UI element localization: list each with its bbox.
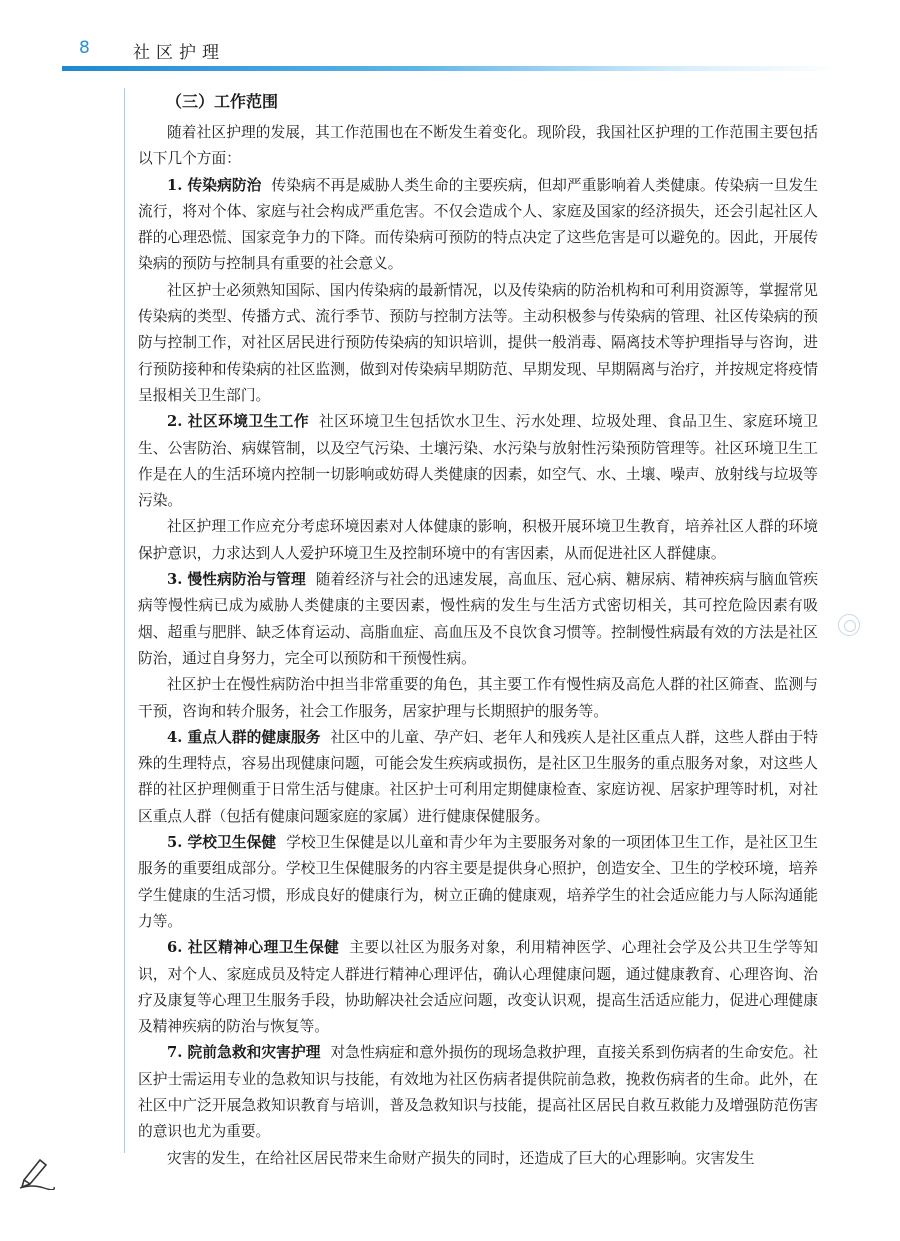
page-number: 8 (79, 38, 90, 58)
item-text: 社区环境卫生包括饮水卫生、污水处理、垃圾处理、食品卫生、家庭环境卫生、公害防治、病媒管制，以及空气污染、土壤污染、水污染与放射性污染预防管理等。社区环境卫生工作是在人的生活环境内控制一切影响或妨碍人类健康的因素，如空气、水、土壤、噪声、放射线与垃圾等污染。 (138, 413, 818, 510)
item-extra-paragraph: 社区护士必须熟知国际、国内传染病的最新情况，以及传染病的防治机构和可利用资源等，掌握常见传染病的类型、传播方式、流行季节、预防与控制方法等。主动积极参与传染病的管理、社区传染病的预防与控制工作，对社区居民进行预防传染病的知识培训，提供一般消毒、隔离技术等护理指导与咨询，进行预防接种和传染病的社区监测，做到对传染病早期防范、早期发现、早期隔离与治疗，并按规定将疫情呈报相关卫生部门。 (138, 281, 818, 404)
seal-icon (838, 614, 860, 636)
book-title: 社区护理 (133, 43, 225, 63)
margin-rule (124, 88, 125, 1153)
item-title: 2. 社区环境卫生工作 (167, 413, 309, 431)
item-text: 学校卫生保健是以儿童和青少年为主要服务对象的一项团体卫生工作，是社区卫生服务的重要组成部分。学校卫生保健服务的内容主要是提供身心照护，创造安全、卫生的学校环境，培养学生健康的生活习惯，形成良好的健康行为，树立正确的健康观，培养学生的社会适应能力与人际沟通能力等。 (138, 834, 818, 930)
item-title: 5. 学校卫生保健 (167, 834, 277, 852)
item-title: 6. 社区精神心理卫生保健 (167, 939, 340, 957)
item-extra-paragraph: 社区护理工作应充分考虑环境因素对人体健康的影响，积极开展环境卫生教育，培养社区人群的环境保护意识，力求达到人人爱护环境卫生及控制环境中的有害因素，从而促进社区人群健康。 (138, 518, 818, 562)
item-extra-paragraph: 社区护士在慢性病防治中担当非常重要的角色，其主要工作有慢性病及高危人群的社区筛查、监测与干预，咨询和转介服务，社会工作服务，居家护理与长期照护的服务等。 (138, 676, 818, 720)
item-paragraph (138, 1040, 818, 1145)
item-title: 4. 重点人群的健康服务 (167, 728, 321, 746)
item-text: 主要以社区为服务对象，利用精神医学、心理社会学及公共卫生学等知识，对个人、家庭成员及特定人群进行精神心理评估，确认心理健康问题，通过健康教育、心理咨询、治疗及康复等心理卫生服务手段，协助解决社会适应问题，改变认识观，提高生活适应能力，促进心理健康及精神疾病的防治与恢复等。 (138, 939, 818, 1036)
item-title: 1. 传染病防治 (167, 176, 262, 194)
item-text: 随着经济与社会的迅速发展，高血压、冠心病、糖尿病、精神疾病与脑血管疾病等慢性病已成为威胁人类健康的主要因素，慢性病的发生与生活方式密切相关，其可控危险因素有吸烟、超重与肥胖、缺乏体育运动、高脂血症、高血压及不良饮食习惯等。控制慢性病最有效的方法是社区防治，通过自身努力，完全可以预防和干预慢性病。 (138, 571, 818, 667)
item-text: 社区中的儿童、孕产妇、老年人和残疾人是社区重点人群，这些人群由于特殊的生理特点，容易出现健康问题，可能会发生疾病或损伤，是社区卫生服务的重点服务对象，对这些人群的社区护理侧重于日常生活与健康。社区护士可利用定期健康检查、家庭访视、居家护理等时机，对社区重点人群（包括有健康问题家庭的家属）进行健康保健服务。 (138, 728, 818, 825)
page-body (138, 90, 818, 1172)
page-header (0, 0, 900, 80)
pen-icon (18, 1150, 56, 1190)
item-title: 3. 慢性病防治与管理 (167, 571, 306, 589)
item-paragraph (138, 725, 818, 830)
section-heading: （三）工作范围 (166, 92, 279, 111)
section-intro: 随着社区护理的发展，其工作范围也在不断发生着变化。现阶段，我国社区护理的工作范围主要包括以下几个方面： (138, 124, 818, 168)
item-paragraph (138, 173, 818, 278)
item-paragraph (138, 409, 818, 514)
header-rule (62, 66, 842, 71)
item-text: 对急性病症和意外损伤的现场急救护理，直接关系到伤病者的生命安危。社区护士需运用专业的急救知识与技能，有效地为社区伤病者提供院前急救，挽救伤病者的生命。此外，在社区中广泛开展急救知识教育与培训，普及急救知识与技能，提高社区居民自救互救能力及增强防范伤害的意识也尤为重要。 (138, 1044, 818, 1141)
item-title: 7. 院前急救和灾害护理 (167, 1044, 321, 1062)
item-text: 传染病不再是威胁人类生命的主要疾病，但却严重影响着人类健康。传染病一旦发生流行，将对个体、家庭与社会构成严重危害。不仅会造成个人、家庭及国家的经济损失，还会引起社区人群的心理恐慌、国家竞争力的下降。而传染病可预防的特点决定了这些危害是可以避免的。因此，开展传染病的预防与控制具有重要的社会意义。 (138, 176, 818, 273)
item-paragraph (138, 935, 818, 1040)
item-paragraph (138, 567, 818, 672)
item-extra-paragraph: 灾害的发生，在给社区居民带来生命财产损失的同时，还造成了巨大的心理影响。灾害发生 (167, 1149, 755, 1167)
item-paragraph (138, 830, 818, 935)
